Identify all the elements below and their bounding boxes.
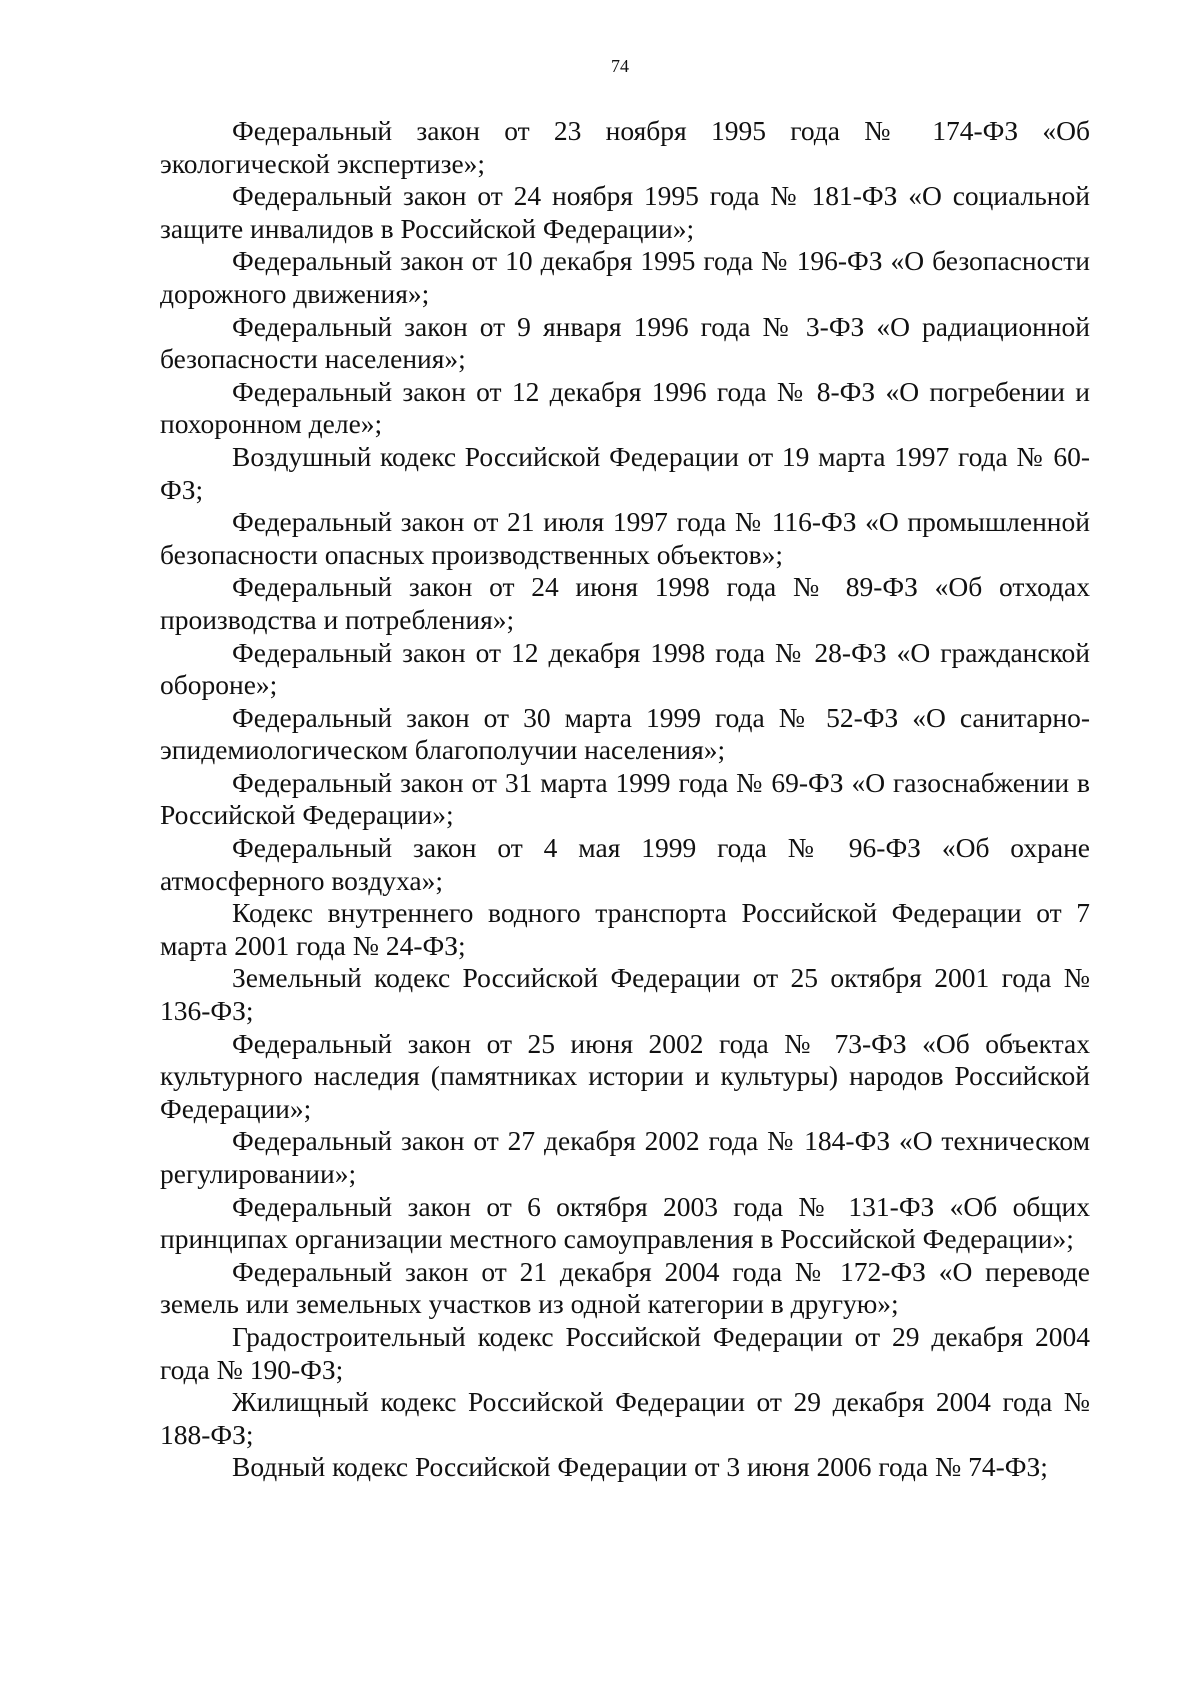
law-entry: Федеральный закон от 21 декабря 2004 года № 172-ФЗ «О переводе земель или земельных участков из одной категории в другую»; (160, 1255, 1090, 1320)
law-entry: Федеральный закон от 24 июня 1998 года № 89-ФЗ «Об отходах производства и потребления»; (160, 571, 1090, 635)
law-entry: Жилищный кодекс Российской Федерации от 29 декабря 2004 года № 188-ФЗ; (160, 1386, 1090, 1450)
page-number: 74 (611, 56, 629, 76)
law-entry: Федеральный закон от 9 января 1996 года № 3-ФЗ «О радиационной безопасности населения»; (160, 310, 1090, 375)
law-entry: Федеральный закон от 23 ноября 1995 года № 174-ФЗ «Об экологической экспертизе»; (160, 115, 1090, 179)
law-entry: Градостроительный кодекс Российской Федерации от 29 декабря 2004 года № 190-ФЗ; (160, 1320, 1090, 1385)
law-entry: Земельный кодекс Российской Федерации от 25 октября 2001 года № 136-ФЗ; (160, 962, 1090, 1027)
law-entry: Федеральный закон от 12 декабря 1996 года № 8-ФЗ «О погребении и похоронном деле»; (160, 375, 1090, 440)
law-entry: Федеральный закон от 6 октября 2003 года № 131-ФЗ «Об общих принципах организации местного самоуправления в Российской Федерации»; (160, 1190, 1090, 1255)
law-entry: Федеральный закон от 4 мая 1999 года № 96-ФЗ «Об охране атмосферного воздуха»; (160, 832, 1090, 896)
law-entry: Федеральный закон от 27 декабря 2002 года № 184-ФЗ «О техническом регулировании»; (160, 1125, 1090, 1189)
law-entry: Воздушный кодекс Российской Федерации от 19 марта 1997 года № 60-ФЗ; (160, 440, 1090, 505)
law-entry: Федеральный закон от 31 марта 1999 года № 69-ФЗ «О газоснабжении в Российской Федерации»; (160, 766, 1090, 831)
law-entry: Федеральный закон от 12 декабря 1998 года № 28-ФЗ «О гражданской обороне»; (160, 636, 1090, 701)
law-entry: Федеральный закон от 10 декабря 1995 года № 196-ФЗ «О безопасности дорожного движения»; (160, 245, 1090, 309)
law-entry: Кодекс внутреннего водного транспорта Российской Федерации от 7 марта 2001 года № 24-ФЗ; (160, 897, 1090, 961)
law-entry: Водный кодекс Российской Федерации от 3 июня 2006 года № 74-ФЗ; (232, 1451, 1048, 1483)
law-entry: Федеральный закон от 25 июня 2002 года № 73-ФЗ «Об объектах культурного наследия (памятниках истории и культуры) народов Российской Федерации»; (160, 1027, 1090, 1124)
law-entry: Федеральный закон от 30 марта 1999 года № 52-ФЗ «О санитарно-эпидемиологическом благополучии населения»; (160, 701, 1090, 766)
law-entry: Федеральный закон от 24 ноября 1995 года № 181-ФЗ «О социальной защите инвалидов в Российской Федерации»; (160, 180, 1090, 244)
law-list (160, 115, 1090, 1484)
law-entry: Федеральный закон от 21 июля 1997 года № 116-ФЗ «О промышленной безопасности опасных производственных объектов»; (160, 506, 1090, 570)
